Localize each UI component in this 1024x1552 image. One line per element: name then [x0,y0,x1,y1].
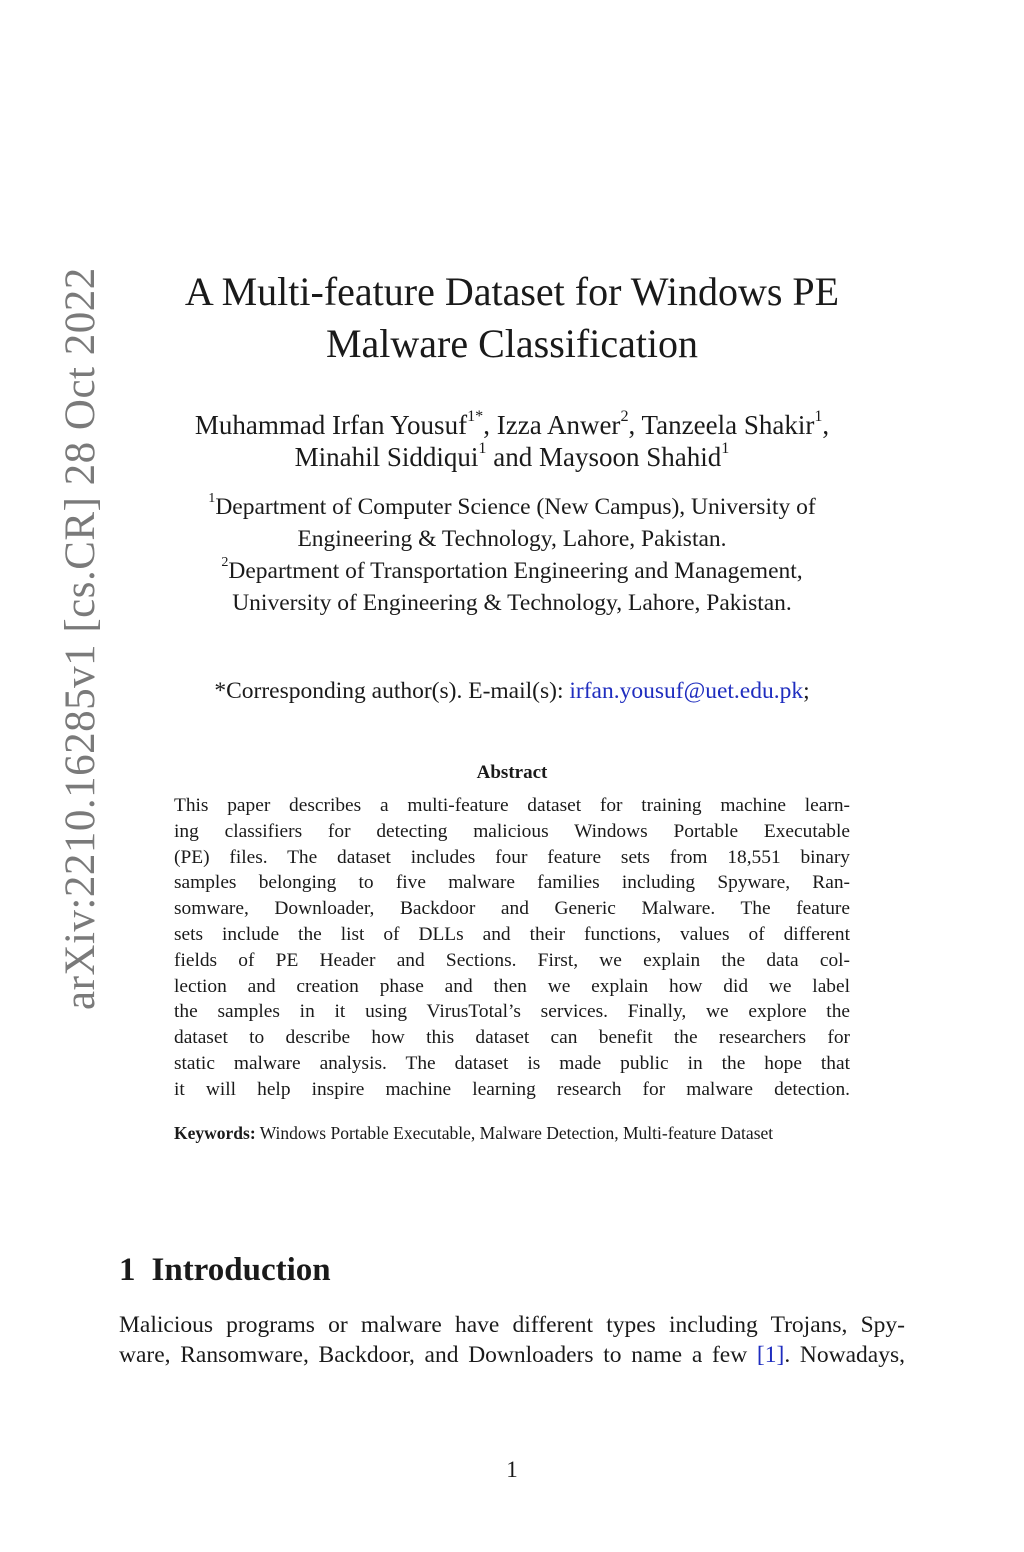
keywords [174,1122,850,1144]
abstract-line: This paper describes a multi-feature dataset for training machine learn- [174,795,850,816]
abstract-line: it will help inspire machine learning research for malware detection. [174,1078,850,1100]
author-affiliation-mark: 2 [620,406,629,425]
affiliation-line: University of Engineering & Technology, Lahore, Pakistan. [232,589,792,616]
citation-link[interactable]: 1 [764,1342,777,1368]
abstract-line: (PE) files. The dataset includes four feature sets from 18,551 binary [174,846,850,868]
section-number: 1 [119,1252,136,1288]
citation-close: ] [776,1342,785,1368]
abstract-body [174,793,850,1103]
keywords-text: Windows Portable Executable, Malware Detection, Multi-feature Dataset [255,1123,774,1143]
author-separator: and [486,442,539,472]
intro-text: ware, Ransomware, Backdoor, and Downloaders to name a few [119,1342,757,1368]
arxiv-identifier-stamp: arXiv:2210.16285v1 [cs.CR] 28 Oct 2022 [57,267,104,1010]
author-separator: , [822,410,830,440]
title-line-1: A Multi-feature Dataset for Windows PE [184,269,840,314]
abstract-line: the samples in it using VirusTotal’s services. Finally, we explore the [174,1001,850,1023]
author-list [150,406,874,473]
citation-open: [ [756,1342,765,1368]
affiliation-mark: 2 [221,554,229,571]
author-separator: , [628,410,642,440]
affiliation-mark: 1 [208,490,216,507]
corresponding-author [130,675,894,707]
section-heading [119,1248,331,1292]
corresponding-author-trail: ; [803,678,810,704]
author-name: Minahil Siddiqui [294,442,479,472]
author-separator: , [483,410,497,440]
keywords-label: Keywords: [174,1123,256,1143]
author-affiliation-mark: 1 [721,438,730,457]
abstract-heading: Abstract [476,762,548,783]
author-affiliation-mark: 1 [478,438,487,457]
abstract-line: samples belonging to five malware families including Spyware, Ran- [174,872,850,894]
abstract-line: static malware analysis. The dataset is made public in the hope that [174,1052,850,1074]
author-name: Tanzeela Shakir [641,410,815,440]
title-line-2: Malware Classification [325,321,699,366]
author-name: Izza Anwer [496,410,621,440]
abstract-line: lection and creation phase and then we explain how did we label [174,975,850,997]
author-name: Muhammad Irfan Yousuf [194,410,468,440]
affiliation-1 [130,492,894,555]
author-name: Maysoon Shahid [539,442,722,472]
abstract-line: dataset to describe how this dataset can benefit the researchers for [174,1027,850,1049]
paper-title [150,266,874,370]
affiliation-line: Department of Computer Science (New Campus), University of [215,494,816,520]
page-number: 1 [506,1457,518,1482]
intro-line: Malicious programs or malware have different types including Trojans, Spy- [119,1312,905,1338]
author-affiliation-mark: 1* [467,406,484,425]
author-affiliation-mark: 1 [814,406,823,425]
intro-text: . Nowadays, [784,1342,905,1368]
author-email-link[interactable]: irfan.yousuf@uet.edu.pk [569,678,804,704]
abstract-line: ing classifiers for detecting malicious Windows Portable Executable [174,820,850,842]
abstract-line: sets include the list of DLLs and their functions, values of different [174,923,850,945]
affiliation-line: Engineering & Technology, Lahore, Pakistan. [297,525,727,552]
introduction-paragraph [119,1310,905,1370]
corresponding-author-label: *Corresponding author(s). E-mail(s): [214,678,570,704]
section-title: Introduction [151,1252,331,1288]
affiliation-line: Department of Transportation Engineering and Management, [228,558,803,584]
abstract-line: fields of PE Header and Sections. First, we explain the data col- [174,949,850,971]
intro-line [119,1340,905,1370]
affiliation-2 [130,556,894,619]
abstract-line: somware, Downloader, Backdoor and Generic Malware. The feature [174,898,850,920]
